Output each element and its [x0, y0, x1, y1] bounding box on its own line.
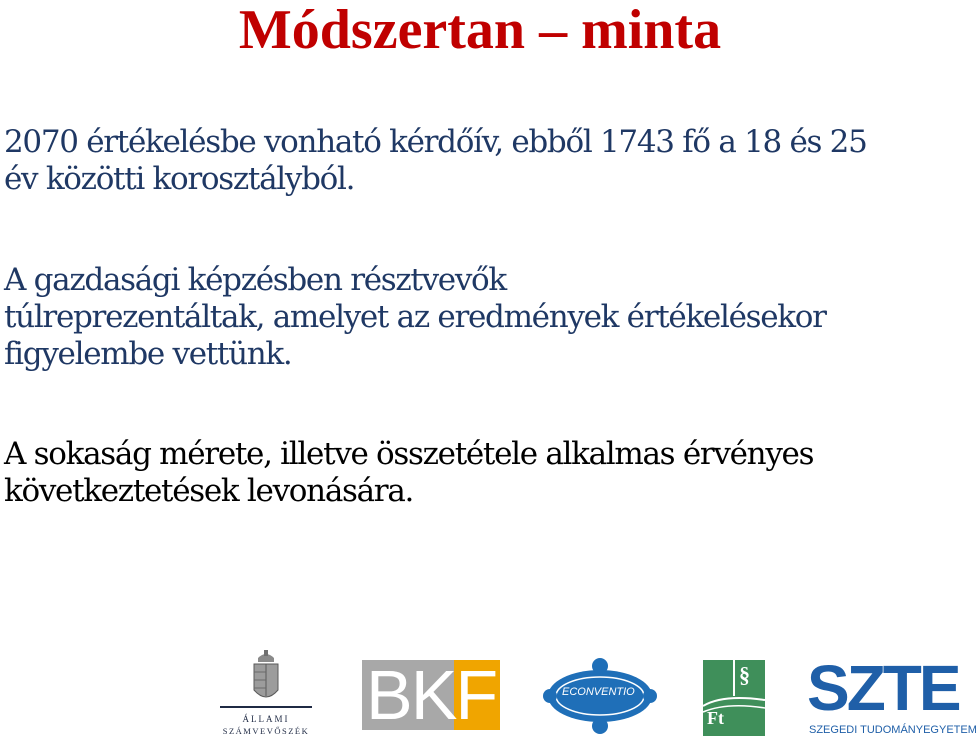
paragraph-line: A sokaság mérete, illetve összetétele alkalmas érvényes [4, 436, 814, 472]
szte-text: SZTE [807, 652, 959, 724]
ft-text: Ft [707, 708, 724, 728]
econventio-logo [540, 654, 660, 738]
asz-logo [218, 650, 314, 742]
paragraph-line: következtetések levonására. [4, 473, 414, 509]
logo-strip [0, 640, 977, 742]
page-title: Módszertan – minta [238, 0, 722, 61]
bkf-logo [362, 656, 500, 734]
szte-logo [805, 652, 977, 740]
szte-subtitle: SZEGEDI TUDOMÁNYEGYETEM [809, 724, 977, 736]
paragraph-conclusion [4, 436, 954, 510]
asz-label-line2: SZÁMVEVŐSZÉK [222, 726, 310, 736]
econventio-text: ECONVENTIO [562, 686, 635, 698]
coat-of-arms-icon [218, 650, 314, 712]
paragraph-line: A gazdasági képzésben résztvevők [4, 262, 506, 298]
paragraph-line: 2070 értékelésbe vonható kérdőív, ebből 1743 fő a 18 és 25 [4, 124, 867, 160]
bkf-text: BKF [366, 656, 497, 734]
paragraph-line: év közötti korosztályból. [4, 161, 355, 197]
paragraph-line: túlreprezentáltak, amelyet az eredmények értékelésekor [4, 299, 826, 335]
paragraph-sample-size [4, 124, 954, 198]
paragraph-overrepresentation [4, 262, 954, 373]
paragraph-sign: § [739, 662, 750, 687]
paragraph-line: figyelembe vettünk. [4, 336, 292, 372]
asz-label-line1: ÁLLAMI [242, 714, 290, 724]
ft-law-logo [703, 660, 765, 736]
